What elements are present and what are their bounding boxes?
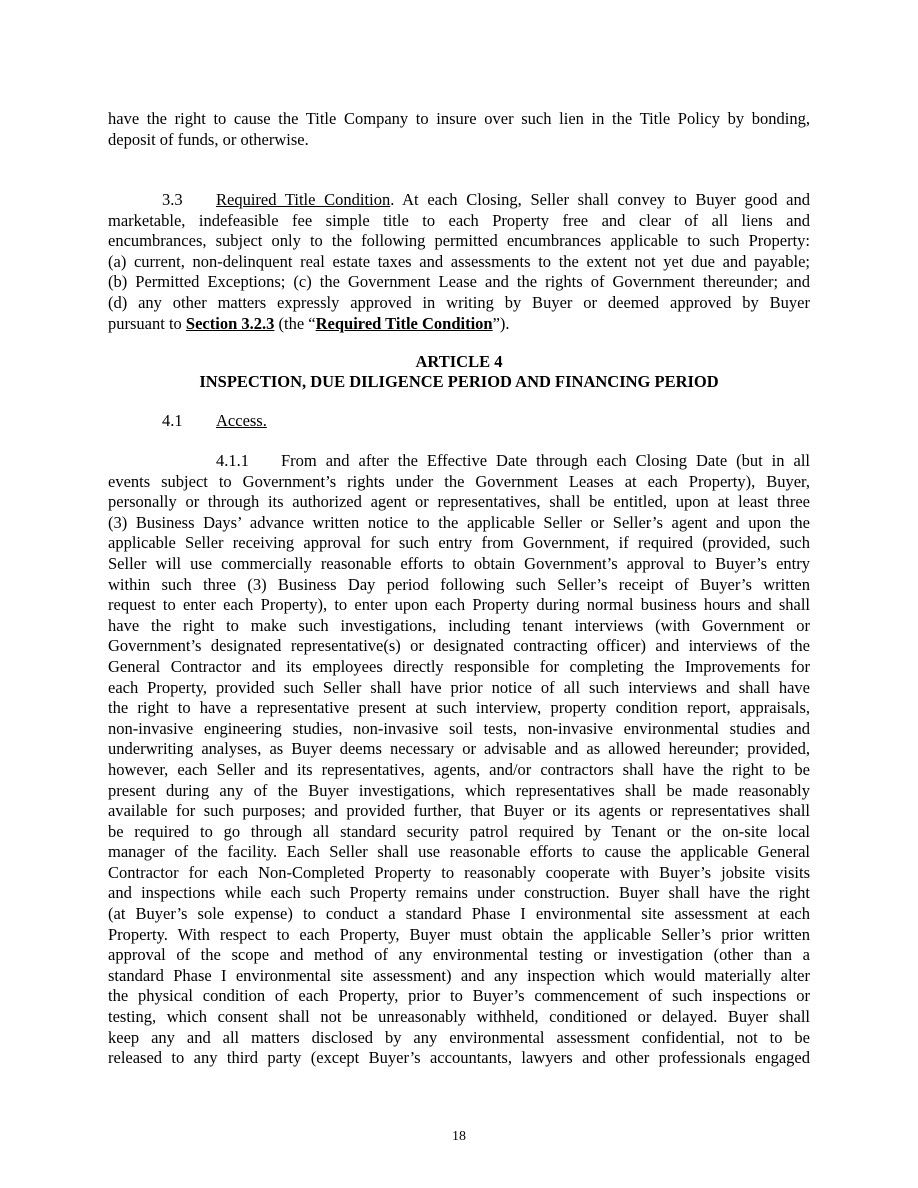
paragraph-line: available for such purposes; and provided further, that Buyer or its agents or representatives shall xyxy=(108,801,810,821)
paragraph-line: (at Buyer’s sole expense) to conduct a standard Phase I environmental site assessment at each xyxy=(108,904,810,924)
paragraph-line: and inspections while each such Property remains under construction. Buyer shall have the right xyxy=(108,883,810,903)
section-reference: Section 3.2.3 xyxy=(185,313,275,333)
paragraph-line: applicable Seller receiving approval for such entry from Government, if required (provided, such xyxy=(108,533,810,553)
paragraph-line: be required to go through all standard security patrol required by Tenant or the on-site local xyxy=(108,821,810,841)
paragraph-line: underwriting analyses, as Buyer deems necessary or advisable and as allowed hereunder; provided, xyxy=(108,739,810,759)
paragraph-line: events subject to Government’s rights under the Government Leases at each Property), Buyer, xyxy=(108,471,810,491)
section-title: Required Title Condition xyxy=(216,190,391,209)
paragraph-line: Seller will use commercially reasonable efforts to obtain Government’s approval to Buyer’s entry xyxy=(108,553,810,573)
paragraph-line: marketable, indefeasible fee simple title to each Property free and clear of all liens and xyxy=(108,210,810,230)
paragraph-line: testing, which consent shall not be unreasonably withheld, conditioned or delayed. Buyer shall xyxy=(108,1007,810,1027)
paragraph-line: encumbrances, subject only to the following permitted encumbrances applicable to such Property: xyxy=(108,231,810,251)
page-number: 18 xyxy=(452,1129,466,1144)
text-span: ”). xyxy=(492,313,510,333)
paragraph-line: personally or through its authorized agent or representatives, shall be entitled, upon at least three xyxy=(108,492,810,512)
paragraph-line: released to any third party (except Buyer’s accountants, lawyers and other professionals engaged xyxy=(108,1048,810,1068)
section-number: 4.1.1 xyxy=(216,451,249,470)
paragraph-line: approval of the scope and method of any environmental testing or investigation (other than a xyxy=(108,945,810,965)
paragraph-line: have the right to cause the Title Company to insure over such lien in the Title Policy by bonding, xyxy=(108,109,810,128)
paragraph-line: deposit of funds, or otherwise. xyxy=(108,129,309,149)
paragraph-line: standard Phase I environmental site assessment) and any inspection which would materially alter xyxy=(108,965,810,985)
text-span: pursuant to xyxy=(108,313,186,333)
paragraph-line: the physical condition of each Property, prior to Buyer’s commencement of such inspections or xyxy=(108,986,810,1006)
section-heading-line xyxy=(108,190,810,211)
article-heading: ARTICLE 4 xyxy=(415,352,503,371)
section-number: 4.1 xyxy=(162,411,183,430)
paragraph-line: (b) Permitted Exceptions; (c) the Government Lease and the rights of Government thereunder; and xyxy=(108,272,810,292)
section-heading-line xyxy=(108,451,810,472)
paragraph-line: present during any of the Buyer investigations, which representatives shall be made reasonably xyxy=(108,780,810,800)
section-title: Access. xyxy=(216,411,267,430)
section-4-1-heading xyxy=(108,411,810,432)
paragraph-line: the right to have a representative present at such interview, property condition report, appraisals, xyxy=(108,698,810,718)
paragraph-line: manager of the facility. Each Seller shall use reasonable efforts to cause the applicable General xyxy=(108,842,810,862)
paragraph-line: however, each Seller and its representatives, agents, and/or contractors shall have the right to be xyxy=(108,759,810,779)
paragraph-line: (d) any other matters expressly approved in writing by Buyer or deemed approved by Buyer xyxy=(108,292,810,312)
defined-term: Required Title Condition xyxy=(315,313,493,333)
paragraph-line xyxy=(108,314,810,335)
paragraph-line: (a) current, non-delinquent real estate taxes and assessments to the extent not yet due and payable; xyxy=(108,251,810,271)
paragraph-line: keep any and all matters disclosed by any environmental assessment confidential, not to be xyxy=(108,1027,810,1047)
paragraph-line: General Contractor and its employees directly responsible for completing the Improvements for xyxy=(108,656,810,676)
section-3-3 xyxy=(108,190,810,334)
paragraph-line: have the right to make such investigations, including tenant interviews (with Government or xyxy=(108,615,810,635)
continuation-paragraph xyxy=(108,109,810,150)
section-number: 3.3 xyxy=(162,190,183,209)
paragraph-line: request to enter each Property), to enter upon each Property during normal business hours and shall xyxy=(108,595,810,615)
paragraph-line: Government’s designated representative(s) or designated contracting officer) and interviews of the xyxy=(108,636,810,656)
paragraph-line: (3) Business Days’ advance written notice to the applicable Seller or Seller’s agent and upon the xyxy=(108,512,810,532)
paragraph-line: within such three (3) Business Day period following such Seller’s receipt of Buyer’s written xyxy=(108,574,810,594)
paragraph-line: non-invasive engineering studies, non-invasive soil tests, non-invasive environmental studies and xyxy=(108,718,810,738)
section-text: . At each Closing, Seller shall convey to Buyer good and xyxy=(390,190,810,209)
paragraph-line: Contractor for each Non-Completed Property to reasonably cooperate with Buyer’s jobsite visits xyxy=(108,862,810,882)
paragraph-line: Property. With respect to each Property, Buyer must obtain the applicable Seller’s prior written xyxy=(108,924,810,944)
paragraph-line: each Property, provided such Seller shall have prior notice of all such interviews and shall have xyxy=(108,677,810,697)
section-text: From and after the Effective Date through each Closing Date (but in all xyxy=(281,451,810,470)
section-4-1-1 xyxy=(108,451,810,1069)
text-span: (the “ xyxy=(274,313,316,333)
article-subheading: INSPECTION, DUE DILIGENCE PERIOD AND FINANCING PERIOD xyxy=(199,372,719,391)
